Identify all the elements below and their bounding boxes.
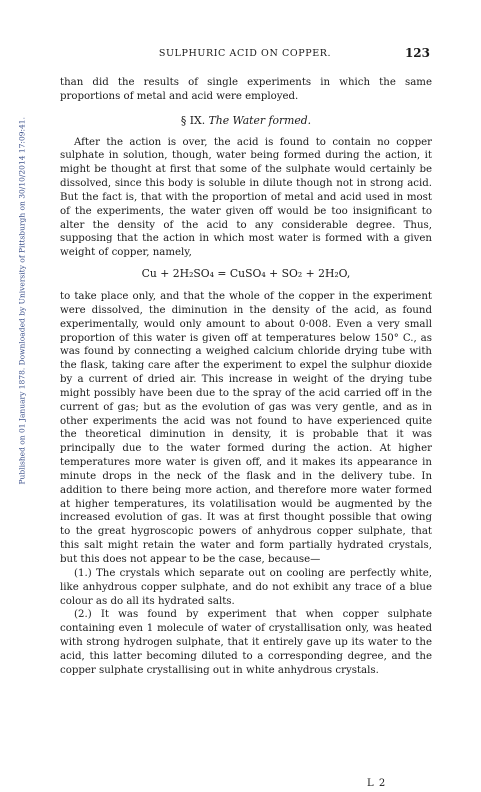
paragraph-point-2: (2.) It was found by experiment that when copper sulphate containing even 1 molecule of water of crystallisation only, was heated with strong hydrogen sulphate, that it entirely gave up its water to the acid, this latter becoming diluted to a corresponding degree, and the copper sulphate crystallising out in white anhydrous crystals. xyxy=(60,609,432,676)
paragraph-point-1: (1.) The crystals which separate out on cooling are perfectly white, like anhydrous copper sulphate, and do not exhibit any trace of a blue colour as do all its hydrated salts. xyxy=(60,567,432,607)
paragraph: After the action is over, the acid is found to contain no copper sulphate in solution, though, water being formed during the action, it might be thought at first that some of the sulphate would certainly be dissolved, since this body is soluble in dilute though not in strong acid. But the fact is, that with the proportion of metal and acid used in most of the experiments, the water given off would be too insignificant to alter the density of the acid to any considerable degree. Thus, supposing that the action in which most water is formed with a given weight of copper, namely, xyxy=(60,136,432,259)
page-number: 123 xyxy=(404,46,430,60)
signature-mark: L 2 xyxy=(367,778,387,789)
download-watermark: Published on 01 January 1878. Downloaded by University of Pittsburgh on 30/10/2014 17:09:41. xyxy=(17,117,27,485)
paragraph-continuation: than did the results of single experiments in which the same proportions of metal and acid were employed. xyxy=(60,77,432,102)
page-body xyxy=(60,76,432,678)
section-title: The Water formed. xyxy=(208,113,312,127)
page-header xyxy=(60,48,430,62)
chemical-equation: Cu + 2H₂SO₄ = CuSO₄ + SO₂ + 2H₂O, xyxy=(141,267,351,281)
section-heading xyxy=(60,114,432,128)
paragraph: to take place only, and that the whole of the copper in the experiment were dissolved, the diminution in the density of the acid, as found experimentally, would only amount to about 0·008. Even a very small proportion of this water is given off at temperatures below 150° C., as was found by connecting a weighed calcium chloride drying tube with the flask, taking care after the experiment to expel the sulphur dioxide by a current of dried air. This increase in weight of the drying tube might possibly have been due to the spray of the acid carried off in the current of gas; but as the evolution of gas was very gentle, and as in other experiments the acid was not found to have experienced quite the theoretical diminution in density, it is probable that it was principally due to the water formed during the action. At higher temperatures more water is given off, and it makes its appearance in minute drops in the neck of the flask and in the delivery tube. In addition to there being more action, and therefore more water formed at higher temperatures, its volatilisation would be augmented by the increased evolution of gas. It was at first thought possible that owing to the great hygroscopic powers of anhydrous copper sulphate, that this salt might retain the water and form partially hydrated crystals, but this does not appear to be the case, because— xyxy=(60,290,432,565)
section-number: § IX. xyxy=(180,113,206,127)
running-head: SULPHURIC ACID ON COPPER. xyxy=(158,48,332,59)
